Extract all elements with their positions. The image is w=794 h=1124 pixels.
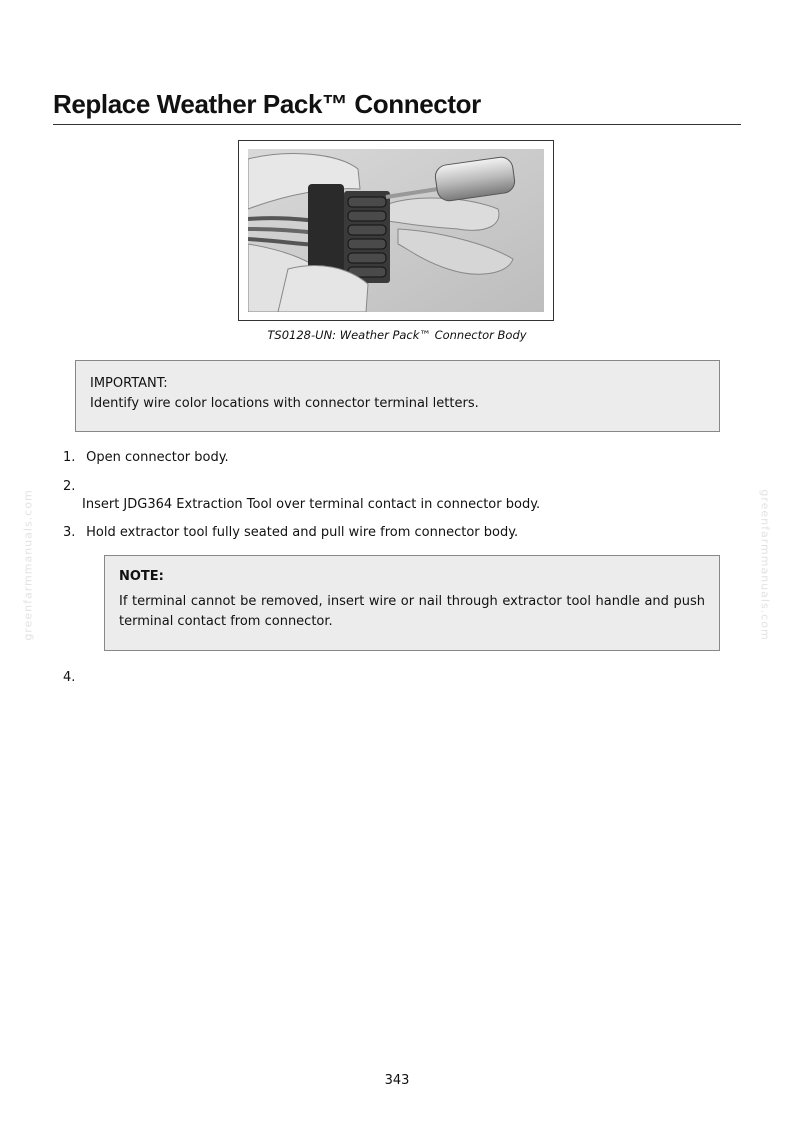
watermark-left: greenfarmmanuals.com [21,489,35,641]
figure-caption: TS0128-UN: Weather Pack™ Connector Body [267,328,527,342]
important-box [75,360,720,432]
page-title: Replace Weather Pack™ Connector [53,84,741,125]
step-2 [63,477,82,497]
page-number: 343 [384,1073,410,1088]
note-box [104,555,720,651]
note-text: If terminal cannot be removed, insert wire or nail through extractor tool handle and push terminal contact from connector. [119,594,705,629]
step-number: 4. [63,670,76,685]
step-1 [63,448,229,468]
step-number: 1. [63,450,76,465]
important-label: IMPORTANT: [90,376,168,391]
step-number: 2. [63,479,76,494]
connector-photo [248,149,544,312]
step-3 [63,523,518,543]
watermark-right: greenfarmmanuals.com [758,489,772,641]
step-text: Open connector body. [86,450,229,465]
step-text: Hold extractor tool fully seated and pull wire from connector body. [86,525,519,540]
step-4 [63,668,82,688]
figure-frame [238,140,554,321]
step-number: 3. [63,525,76,540]
note-label: NOTE: [119,569,164,584]
step-text: Insert JDG364 Extraction Tool over terminal contact in connector body. [82,497,541,512]
important-text: Identify wire color locations with connector terminal letters. [90,396,479,411]
